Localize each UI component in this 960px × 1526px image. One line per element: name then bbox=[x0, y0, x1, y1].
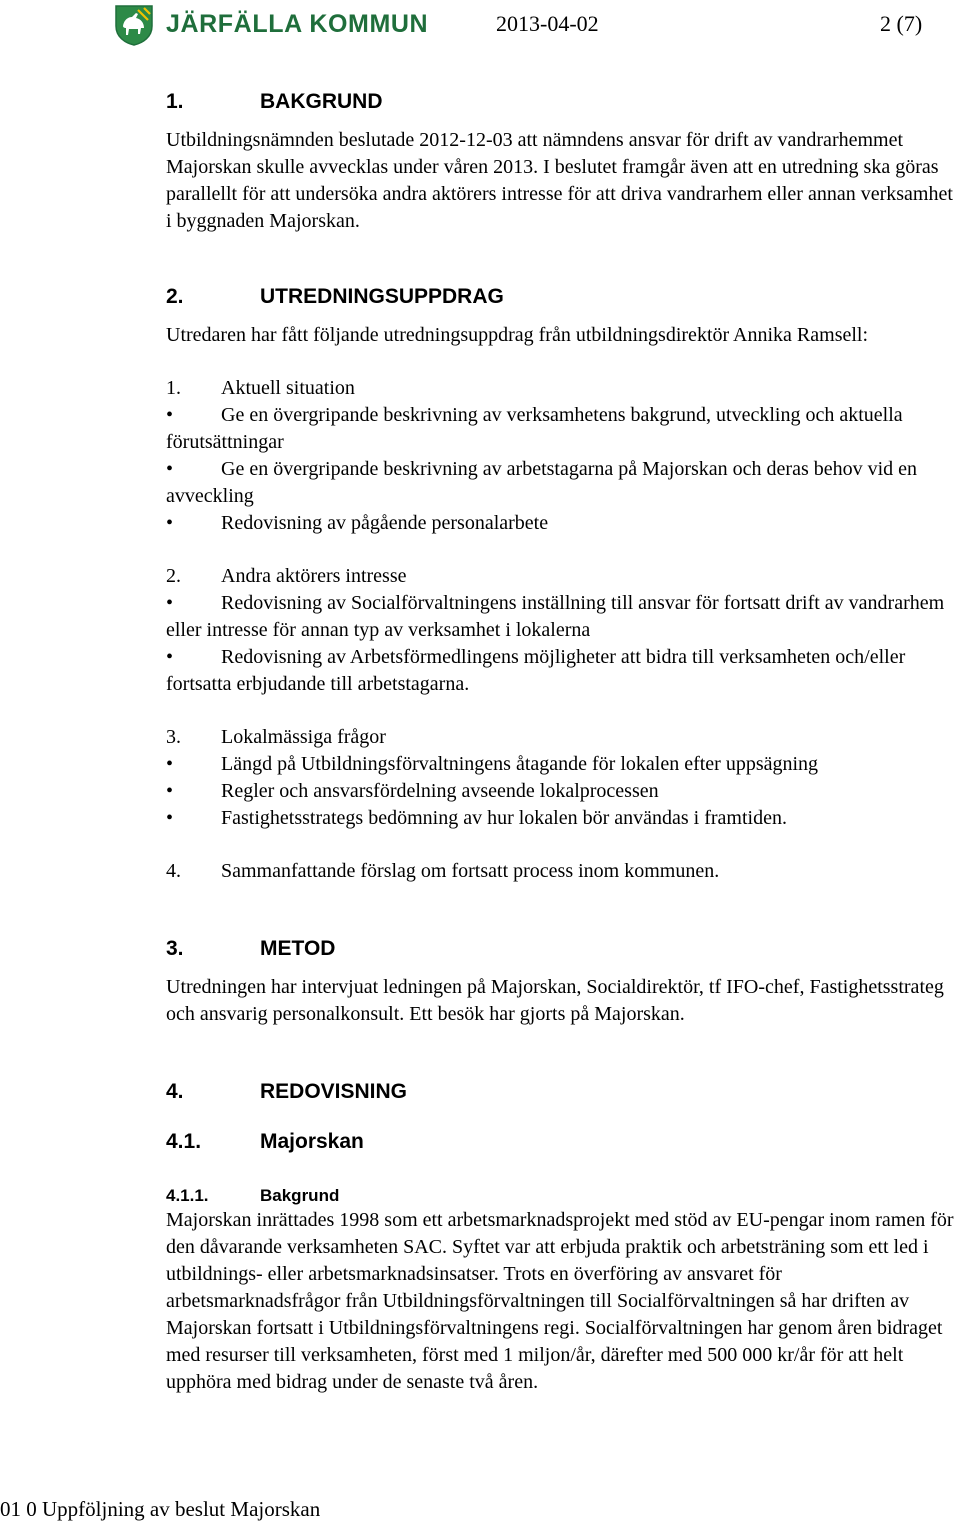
bullet-icon: • bbox=[166, 646, 174, 668]
bullet-icon: • bbox=[166, 753, 174, 775]
page-number: 2 (7) bbox=[880, 11, 923, 36]
bullet-icon: • bbox=[166, 780, 174, 802]
bullet-icon: • bbox=[166, 404, 174, 426]
item-number: 2. bbox=[166, 565, 181, 587]
page-header bbox=[0, 0, 960, 50]
section-heading-redovisning bbox=[166, 1078, 956, 1105]
item-title: Andra aktörers intresse bbox=[221, 565, 407, 587]
section-number: 1. bbox=[166, 90, 184, 113]
subsection-heading-majorskan bbox=[166, 1128, 956, 1155]
section-number: 2. bbox=[166, 285, 184, 308]
paragraph: Utredningen har intervjuat ledningen på Majorskan, Socialdirektör, tf IFO-chef, Fastighetsstrateg och ansvarig personalkonsult. Ett besök har gjorts på Majorskan. bbox=[166, 976, 944, 1025]
section-heading-bakgrund bbox=[166, 88, 956, 115]
section-heading-metod bbox=[166, 935, 956, 962]
bullet-icon: • bbox=[166, 807, 174, 829]
section-heading-utredningsuppdrag bbox=[166, 283, 956, 310]
item-title: Sammanfattande förslag om fortsatt process inom kommunen. bbox=[221, 860, 720, 882]
paragraph: Utbildningsnämnden beslutade 2012-12-03 att nämndens ansvar för drift av vandrarhemmet Majorskan skulle avvecklas under våren 2013. I beslutet framgår även att en utredning ska göras parallellt för att undersöka andra aktörers intresse för att driva vandrarhem eller annan verksamhet i byggnaden Majorskan. bbox=[166, 129, 953, 232]
document-body bbox=[166, 88, 956, 1396]
assignment-item bbox=[166, 724, 956, 751]
section-title: BAKGRUND bbox=[260, 90, 383, 113]
subsubsection-heading-bakgrund bbox=[166, 1185, 956, 1207]
subsubsection-number: 4.1.1. bbox=[166, 1186, 209, 1205]
assignment-item bbox=[166, 375, 956, 402]
bullet-icon: • bbox=[166, 512, 174, 534]
bullet-item: • Längd på Utbildningsförvaltningens åtagande för lokalen efter uppsägning bbox=[166, 751, 956, 778]
paragraph: Majorskan inrättades 1998 som ett arbetsmarknadsprojekt med stöd av EU-pengar inom ramen för den dåvarande verksamheten SAC. Syftet var att erbjuda praktik och arbetsträning som ett led i utbildnings- eller arbetsmarknadsinsatser. Trots en överföring av ansvaret för arbetsmarknadsfrågor från Utbildningsförvaltningen till Socialförvaltningen så har driften av Majorskan fortsatt i Utbildningsförvaltningens regi. Socialförvaltningen har genom åren bidraget med resurser till verksamheten, först med 1 miljon/år, därefter med 500 000 kr/år för att helt upphöra med bidrag under de senaste två åren. bbox=[166, 1209, 954, 1393]
section-title: UTREDNINGSUPPDRAG bbox=[260, 285, 504, 308]
item-number: 1. bbox=[166, 377, 181, 399]
item-number: 4. bbox=[166, 860, 181, 882]
document-date: 2013-04-02 bbox=[496, 11, 599, 36]
bullet-item: • Ge en övergripande beskrivning av verksamhetens bakgrund, utveckling och aktuella förutsättningar bbox=[166, 404, 903, 453]
subsubsection-title: Bakgrund bbox=[260, 1186, 340, 1205]
brand-name: JÄRFÄLLA KOMMUN bbox=[166, 10, 429, 38]
item-title: Aktuell situation bbox=[221, 377, 355, 399]
assignment-item bbox=[166, 563, 956, 590]
assignment-item bbox=[166, 858, 956, 885]
paragraph: Utredaren har fått följande utredningsuppdrag från utbildningsdirektör Annika Ramsell: bbox=[166, 324, 869, 346]
item-number: 3. bbox=[166, 726, 181, 748]
section-title: METOD bbox=[260, 937, 336, 960]
bullet-item: • Redovisning av Arbetsförmedlingens möjligheter att bidra till verksamheten och/eller fortsatta erbjudande till arbetstagarna. bbox=[166, 646, 906, 695]
section-number: 4. bbox=[166, 1080, 184, 1103]
subsection-title: Majorskan bbox=[260, 1130, 364, 1153]
section-title: REDOVISNING bbox=[260, 1080, 408, 1103]
municipal-coat-of-arms-icon bbox=[114, 4, 154, 46]
subsection-number: 4.1. bbox=[166, 1130, 202, 1153]
bullet-item: • Ge en övergripande beskrivning av arbetstagarna på Majorskan och deras behov vid en avveckling bbox=[166, 458, 918, 507]
bullet-icon: • bbox=[166, 458, 174, 480]
bullet-item: • Redovisning av Socialförvaltningens inställning till ansvar för fortsatt drift av vandrarhem eller intresse för annan typ av verksamhet i lokalerna bbox=[166, 592, 945, 641]
bullet-item: • Redovisning av pågående personalarbete bbox=[166, 510, 956, 537]
page-footer: 01 0 Uppföljning av beslut Majorskan bbox=[0, 1497, 321, 1521]
bullet-item: • Fastighetsstrategs bedömning av hur lokalen bör användas i framtiden. bbox=[166, 805, 956, 832]
item-title: Lokalmässiga frågor bbox=[221, 726, 386, 748]
section-number: 3. bbox=[166, 937, 184, 960]
bullet-item: • Regler och ansvarsfördelning avseende lokalprocessen bbox=[166, 778, 956, 805]
bullet-icon: • bbox=[166, 592, 174, 614]
